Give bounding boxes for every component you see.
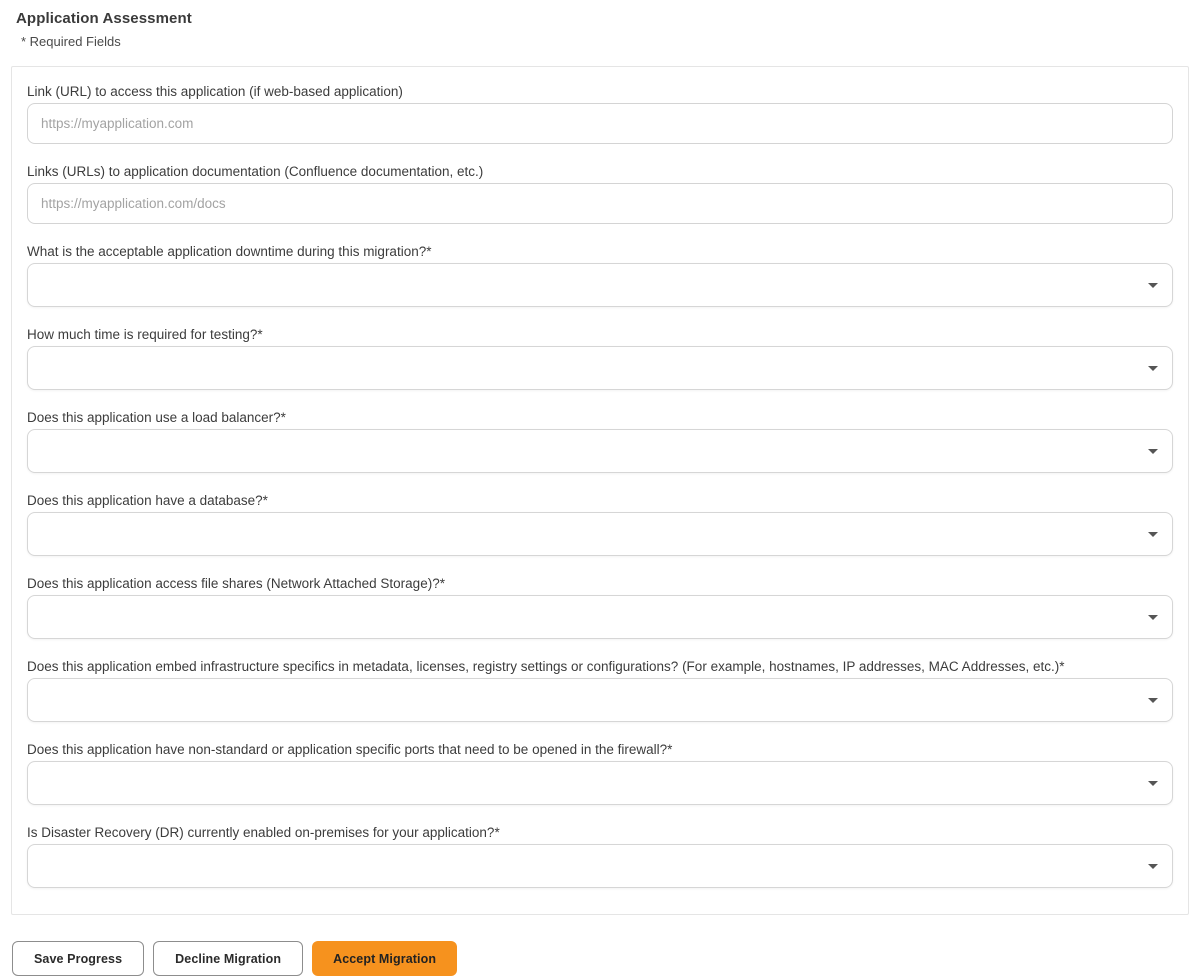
app-url-label: Link (URL) to access this application (if web-based application) [27,84,403,99]
disaster-recovery-label: Is Disaster Recovery (DR) currently enabled on-premises for your application?* [27,825,500,840]
infra-specifics-field-group [27,658,1173,722]
firewall-ports-select[interactable] [27,761,1173,805]
load-balancer-select-wrap [27,429,1173,473]
load-balancer-select[interactable] [27,429,1173,473]
downtime-label: What is the acceptable application downtime during this migration?* [27,244,432,259]
database-select-wrap [27,512,1173,556]
disaster-recovery-field-group [27,824,1173,888]
infra-specifics-select-wrap [27,678,1173,722]
infra-specifics-select[interactable] [27,678,1173,722]
database-label: Does this application have a database?* [27,493,268,508]
firewall-ports-field-group [27,741,1173,805]
app-url-input[interactable] [27,103,1173,144]
file-shares-field-group [27,575,1173,639]
file-shares-select-wrap [27,595,1173,639]
file-shares-select[interactable] [27,595,1173,639]
page-title: Application Assessment [16,10,192,27]
assessment-form-panel [11,66,1189,915]
testing-time-select-wrap [27,346,1173,390]
infra-specifics-label: Does this application embed infrastructure specifics in metadata, licenses, registry settings or configurations? (For example, hostnames, IP addresses, MAC Addresses, etc.)* [27,659,1065,674]
downtime-select-wrap [27,263,1173,307]
app-url-field-group [27,83,1173,144]
load-balancer-label: Does this application use a load balancer?* [27,410,286,425]
file-shares-label: Does this application access file shares (Network Attached Storage)?* [27,576,445,591]
page-header [0,0,1190,49]
downtime-select[interactable] [27,263,1173,307]
firewall-ports-select-wrap [27,761,1173,805]
database-select[interactable] [27,512,1173,556]
save-progress-button[interactable]: Save Progress [12,941,144,976]
accept-migration-button[interactable]: Accept Migration [312,941,457,976]
disaster-recovery-select[interactable] [27,844,1173,888]
disaster-recovery-select-wrap [27,844,1173,888]
docs-url-field-group [27,163,1173,224]
firewall-ports-label: Does this application have non-standard or application specific ports that need to be opened in the firewall?* [27,742,673,757]
downtime-field-group [27,243,1173,307]
required-fields-note: * Required Fields [21,34,121,49]
decline-migration-button[interactable]: Decline Migration [153,941,303,976]
docs-url-input[interactable] [27,183,1173,224]
load-balancer-field-group [27,409,1173,473]
form-actions [12,941,1190,976]
database-field-group [27,492,1173,556]
testing-time-label: How much time is required for testing?* [27,327,263,342]
testing-time-select[interactable] [27,346,1173,390]
testing-time-field-group [27,326,1173,390]
docs-url-label: Links (URLs) to application documentation (Confluence documentation, etc.) [27,164,484,179]
